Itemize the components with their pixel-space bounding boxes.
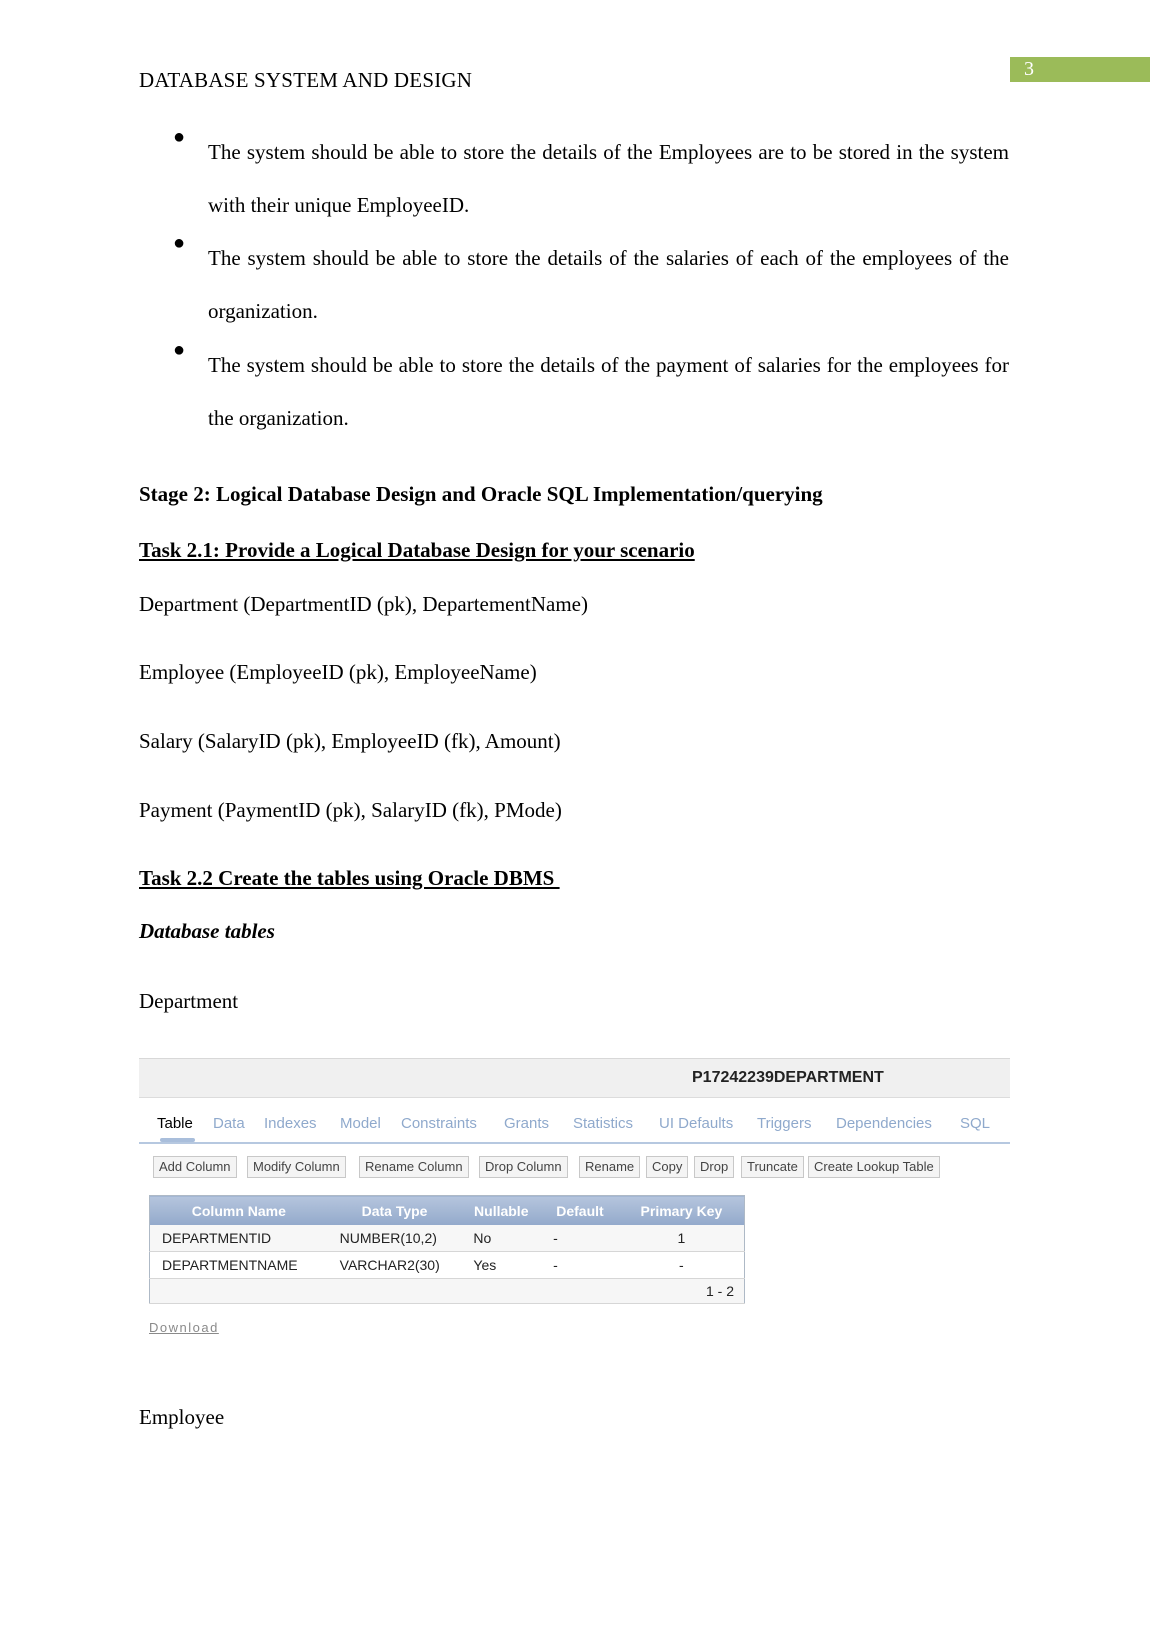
cell-column-name: DEPARTMENTID — [150, 1225, 328, 1252]
tab-grants[interactable]: Grants — [504, 1115, 550, 1132]
bullet-text: The system should be able to store the details of the payment of salaries for the employees for the organization. — [208, 353, 1009, 430]
column-header[interactable]: Nullable — [461, 1196, 541, 1226]
bullet-item — [139, 339, 1009, 445]
add-column-button[interactable]: Add Column — [153, 1156, 237, 1178]
bullet-text: The system should be able to store the details of the Employees are to be stored in the system with their unique EmployeeID. — [208, 140, 1009, 217]
create-lookup-table-button[interactable]: Create Lookup Table — [808, 1156, 940, 1178]
tab-model[interactable]: Model — [340, 1115, 381, 1132]
row-range: 1 - 2 — [150, 1279, 745, 1304]
table-header-row — [150, 1196, 745, 1226]
bullet-text: The system should be able to store the details of the salaries of each of the employees of the organization. — [208, 246, 1009, 323]
bullet-item — [139, 232, 1009, 338]
bullet-icon: ● — [173, 339, 186, 361]
download-link[interactable]: Download — [149, 1320, 219, 1335]
cell-default: - — [541, 1225, 619, 1252]
column-header[interactable]: Column Name — [150, 1196, 328, 1226]
modify-column-button[interactable]: Modify Column — [247, 1156, 346, 1178]
column-header[interactable]: Data Type — [328, 1196, 462, 1226]
tab-constraints[interactable]: Constraints — [401, 1115, 477, 1132]
department-table-screenshot — [139, 1058, 1010, 1343]
drop-column-button[interactable]: Drop Column — [479, 1156, 568, 1178]
page-number: 3 — [1010, 57, 1150, 82]
table-row — [150, 1225, 745, 1252]
object-title: P17242239DEPARTMENT — [692, 1069, 884, 1086]
schema-employee: Employee (EmployeeID (pk), EmployeeName) — [139, 660, 537, 684]
column-table — [149, 1195, 745, 1304]
copy-button[interactable]: Copy — [646, 1156, 688, 1178]
object-title-bar — [139, 1058, 1010, 1098]
schema-department: Department (DepartmentID (pk), DepartementName) — [139, 592, 588, 616]
cell-primary-key: - — [619, 1252, 745, 1279]
stage-heading: Stage 2: Logical Database Design and Oracle SQL Implementation/querying — [139, 482, 823, 506]
tab-data[interactable]: Data — [213, 1115, 245, 1132]
bullet-icon: ● — [173, 232, 186, 254]
schema-salary: Salary (SalaryID (pk), EmployeeID (fk), Amount) — [139, 729, 561, 753]
tab-dependencies[interactable]: Dependencies — [836, 1115, 932, 1132]
drop-button[interactable]: Drop — [694, 1156, 734, 1178]
schema-payment: Payment (PaymentID (pk), SalaryID (fk), PMode) — [139, 798, 562, 822]
tab-indexes[interactable]: Indexes — [264, 1115, 317, 1132]
tab-statistics[interactable]: Statistics — [573, 1115, 634, 1132]
truncate-button[interactable]: Truncate — [741, 1156, 804, 1178]
cell-nullable: No — [461, 1225, 541, 1252]
tab-sql[interactable]: SQL — [960, 1115, 991, 1132]
cell-data-type: VARCHAR2(30) — [328, 1252, 462, 1279]
cell-data-type: NUMBER(10,2) — [328, 1225, 462, 1252]
tab-table[interactable]: Table — [157, 1115, 193, 1132]
database-tables-heading: Database tables — [139, 919, 275, 943]
bullet-item — [139, 126, 1009, 232]
column-header[interactable]: Default — [541, 1196, 619, 1226]
task-2-1-heading: Task 2.1: Provide a Logical Database Design for your scenario — [139, 538, 695, 562]
column-header[interactable]: Primary Key — [619, 1196, 745, 1226]
cell-nullable: Yes — [461, 1252, 541, 1279]
task-2-2-heading: Task 2.2 Create the tables using Oracle DBMS — [139, 866, 560, 890]
object-tabs — [139, 1110, 1010, 1144]
tab-ui-defaults[interactable]: UI Defaults — [659, 1115, 734, 1132]
tab-triggers[interactable]: Triggers — [757, 1115, 812, 1132]
rename-button[interactable]: Rename — [579, 1156, 640, 1178]
pagination-row — [150, 1279, 745, 1304]
table-row — [150, 1252, 745, 1279]
active-tab-indicator — [160, 1138, 195, 1142]
cell-column-name: DEPARTMENTNAME — [150, 1252, 328, 1279]
bullet-icon: ● — [173, 126, 186, 148]
rename-column-button[interactable]: Rename Column — [359, 1156, 469, 1178]
cell-primary-key: 1 — [619, 1225, 745, 1252]
department-label: Department — [139, 989, 239, 1013]
cell-default: - — [541, 1252, 619, 1279]
running-header: DATABASE SYSTEM AND DESIGN — [139, 68, 473, 92]
employee-label: Employee — [139, 1405, 225, 1429]
